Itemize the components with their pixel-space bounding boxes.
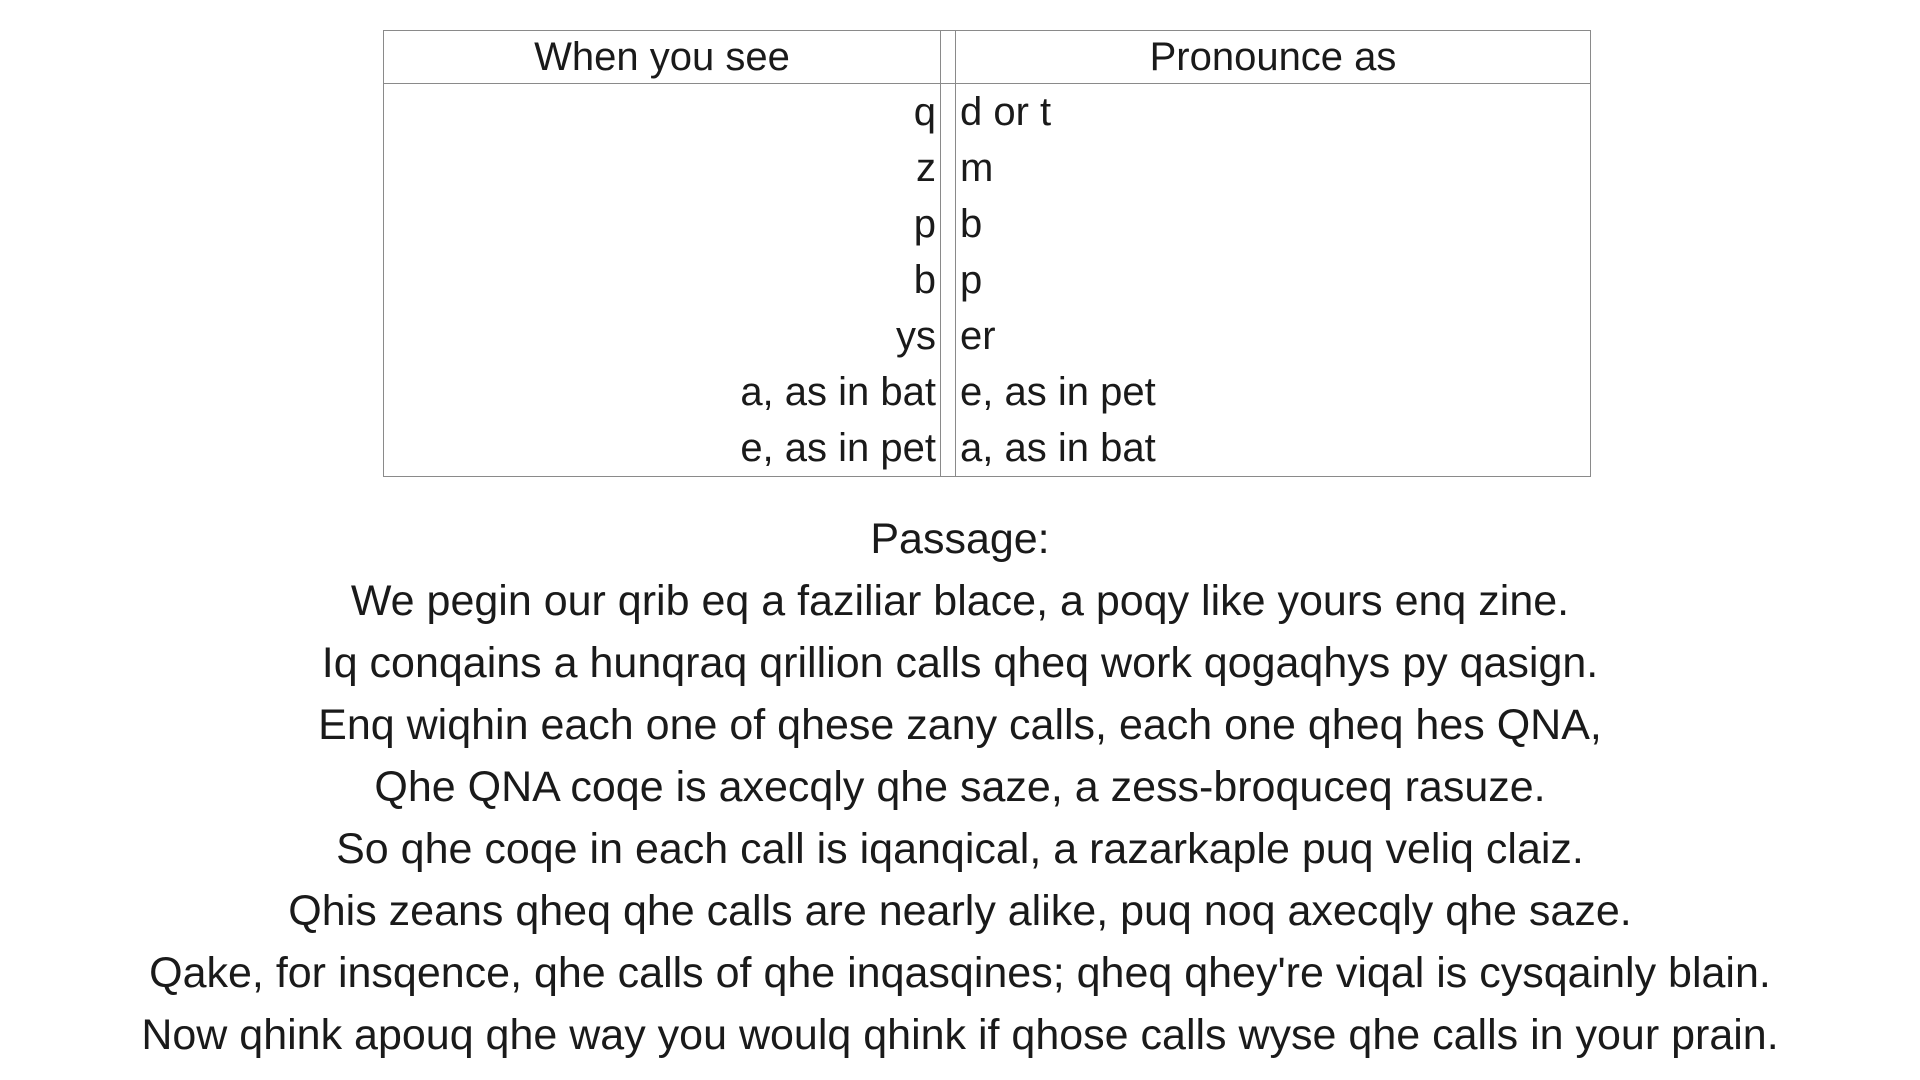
cell-when-you-see: z — [384, 140, 941, 196]
cell-spacer — [941, 140, 956, 196]
table-row — [384, 84, 1591, 141]
cell-spacer — [941, 196, 956, 252]
table-row — [384, 140, 1591, 196]
cell-pronounce-as: m — [956, 140, 1591, 196]
table-row — [384, 308, 1591, 364]
cell-pronounce-as: d or t — [956, 84, 1591, 141]
table-row — [384, 196, 1591, 252]
cell-pronounce-as: e, as in pet — [956, 364, 1591, 420]
cell-pronounce-as: b — [956, 196, 1591, 252]
header-spacer — [941, 31, 956, 84]
header-pronounce-as: Pronounce as — [956, 31, 1591, 84]
pronunciation-key-table — [383, 30, 1591, 477]
cell-when-you-see: p — [384, 196, 941, 252]
cell-pronounce-as: p — [956, 252, 1591, 308]
cell-spacer — [941, 364, 956, 420]
cell-when-you-see: ys — [384, 308, 941, 364]
passage-line: Iq conqains a hunqraq qrillion calls qheq work qogaqhys py qasign. — [321, 639, 1599, 687]
cell-spacer — [941, 308, 956, 364]
passage-line: So qhe coqe in each call is iqanqical, a razarkaple puq veliq claiz. — [336, 825, 1584, 873]
cell-spacer — [941, 252, 956, 308]
passage-line: Enq wiqhin each one of qhese zany calls, each one qheq hes QNA, — [318, 701, 1602, 749]
table-header-row — [384, 31, 1591, 84]
cell-when-you-see: e, as in pet — [384, 420, 941, 477]
table-row — [384, 420, 1591, 477]
header-when-you-see: When you see — [384, 31, 941, 84]
passage-block — [0, 508, 1920, 1066]
cell-pronounce-as: er — [956, 308, 1591, 364]
table-row — [384, 364, 1591, 420]
passage-heading: Passage: — [870, 515, 1050, 563]
passage-line: Now qhink apouq qhe way you woulq qhink if qhose calls wyse qhe calls in your prain. — [141, 1011, 1779, 1059]
cell-when-you-see: q — [384, 84, 941, 141]
cell-when-you-see: b — [384, 252, 941, 308]
table-row — [384, 252, 1591, 308]
cell-when-you-see: a, as in bat — [384, 364, 941, 420]
passage-line: Qhe QNA coqe is axecqly qhe saze, a zess-broquceq rasuze. — [374, 763, 1546, 811]
cell-spacer — [941, 84, 956, 141]
cell-spacer — [941, 420, 956, 477]
cell-pronounce-as: a, as in bat — [956, 420, 1591, 477]
passage-line: We pegin our qrib eq a faziliar blace, a poqy like yours enq zine. — [350, 577, 1570, 625]
passage-line: Qake, for insqence, qhe calls of qhe inqasqines; qheq qhey're viqal is cysqainly blain. — [149, 949, 1771, 997]
passage-line: Qhis zeans qheq qhe calls are nearly alike, puq noq axecqly qhe saze. — [288, 887, 1632, 935]
